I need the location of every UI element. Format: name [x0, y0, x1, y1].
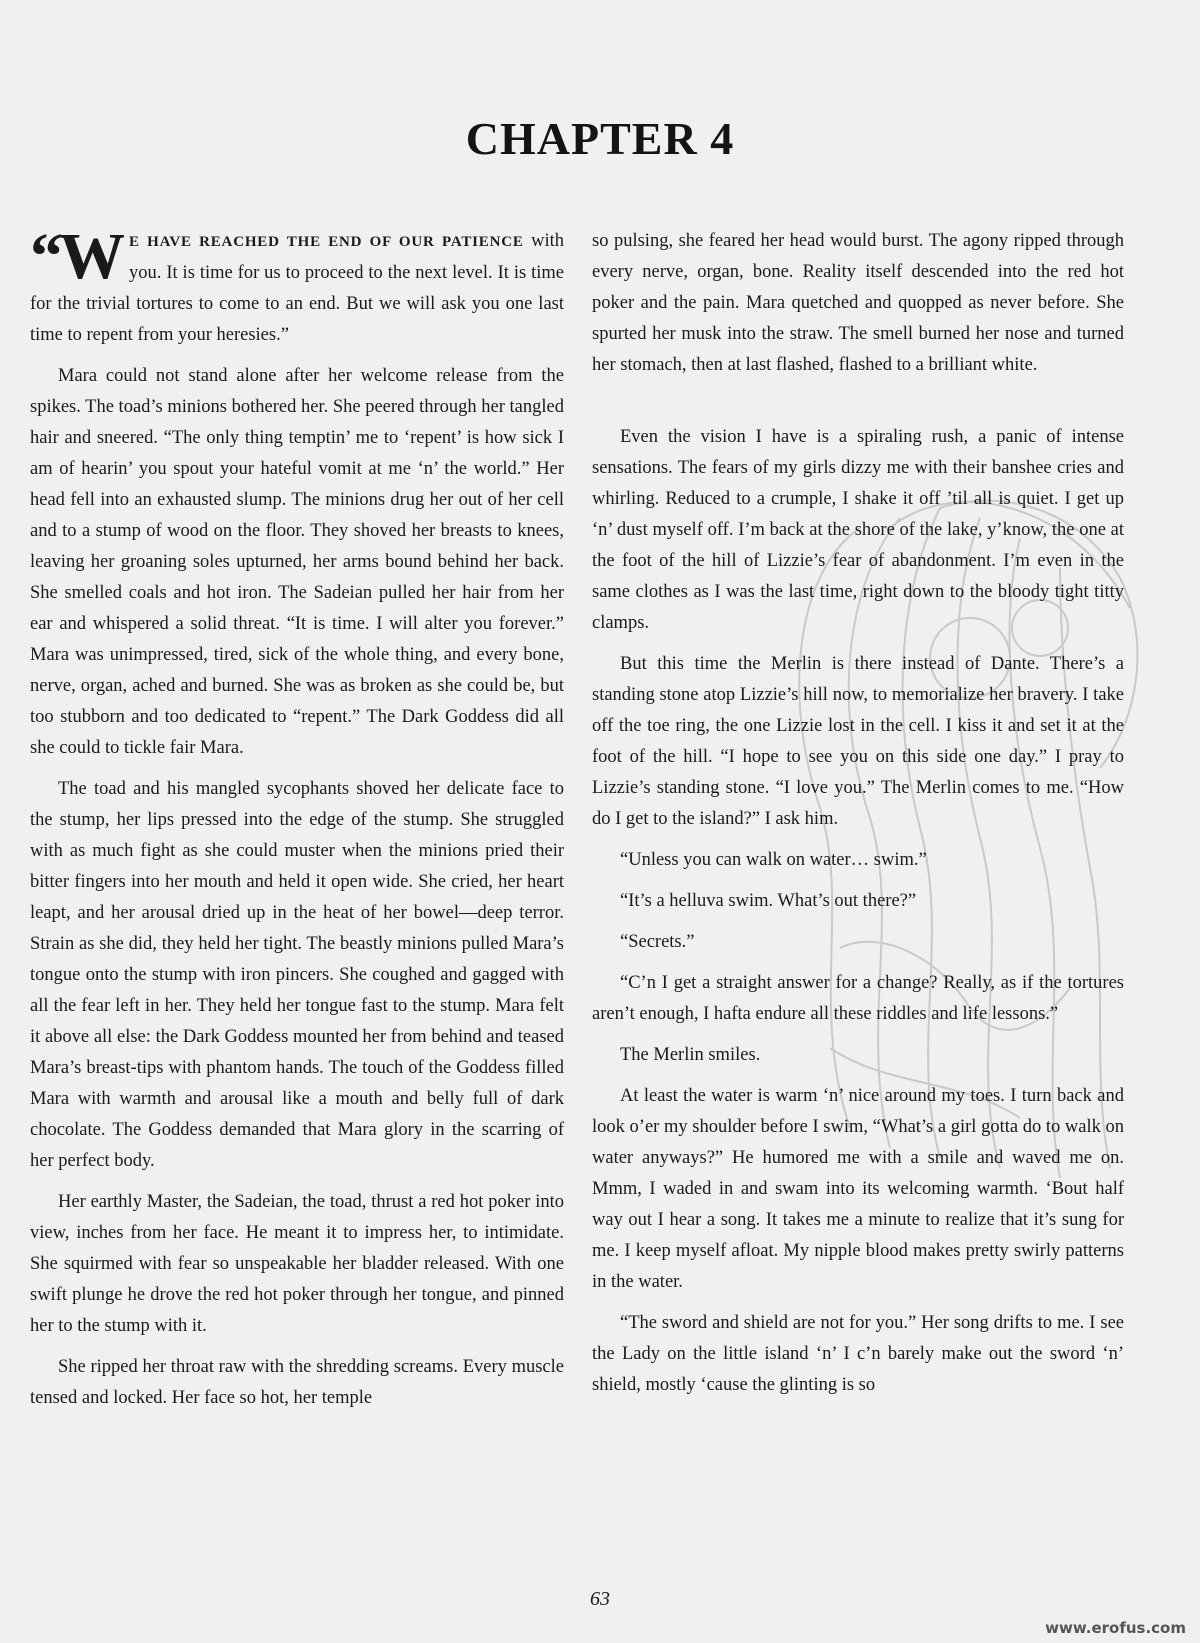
- opening-smallcaps: E HAVE REACHED THE END OF OUR PATIENCE: [129, 234, 524, 250]
- opening-paragraph: [30, 220, 564, 351]
- paragraph: “The sword and shield are not for you.” Her song drifts to me. I see the Lady on the little island ‘n’ I c’n barely make out the sword ‘n’ shield, mostly ‘cause the glinting is so: [592, 1313, 1124, 1395]
- watermark-text: www.erofus.com: [1045, 1619, 1186, 1637]
- chapter-title: CHAPTER 4: [465, 113, 735, 164]
- page-number: 63: [590, 1588, 610, 1610]
- paragraph: The toad and his mangled sycophants shoved her delicate face to the stump, her lips pressed into the edge of the stump. She struggled with as much fight as she could muster when the minions pried their bitter fingers into her mouth and held it open wide. She cried, her heart leapt, and her arousal dried up in the heat of her bowel—deep terror. Strain as she did, they held her tight. The beastly minions pulled Mara’s tongue onto the stump with iron pincers. She coughed and gagged with all the fear left in her. They held her tongue fast to the stump. Mara felt it above all else: the Dark Goddess mounted her from behind and teased Mara’s breast-tips with phantom hands. The touch of the Goddess filled Mara with warmth and arousal like a mouth and belly full of dark chocolate. The Goddess demanded that Mara glory in the scarring of her perfect body.: [30, 779, 564, 1171]
- opening-text: with you. It is time for us to proceed to the next level. It is time for the trivial tortures to come to an end. But we will ask you one last time to repent from your heresies.”: [30, 231, 564, 345]
- drop-cap: “W: [30, 220, 121, 293]
- dialogue-line: “Secrets.”: [620, 932, 695, 952]
- continued-paragraph: so pulsing, she feared her head would burst. The agony ripped through every nerve, organ, bone. Reality itself descended into the red hot poker and the pain. Mara quetched and quopped as never before. She spurted her musk into the straw. The smell burned her nose and turned her stomach, then at last flashed, flashed to a brilliant white.: [592, 231, 1124, 375]
- right-column: [592, 226, 1124, 1411]
- dialogue-line: “Unless you can walk on water… swim.”: [620, 850, 927, 870]
- paragraph: She ripped her throat raw with the shredding screams. Every muscle tensed and locked. Her face so hot, her temple: [30, 1357, 564, 1408]
- paragraph: Mara could not stand alone after her welcome release from the spikes. The toad’s minions bothered her. She peered through her tangled hair and sneered. “The only thing temptin’ me to ‘repent’ is how sick I am of hearin’ you spout your hateful vomit at me ‘n’ the world.” Her head fell into an exhausted slump. The minions drug her out of her cell and to a stump of wood on the floor. They shoved her breasts to knees, leaving her groaning soles upturned, her arms bound behind her back. She smelled coals and hot iron. The Sadeian pulled her hair from her ear and whispered a solid threat. “It is time. I will alter you forever.” Mara was unimpressed, tired, sick of the whole thing, and every bone, nerve, organ, ached and burned. She was as broken as she could be, but too stubborn and too dedicated to “repent.” The Dark Goddess did all she could to tickle fair Mara.: [30, 366, 564, 758]
- paragraph: “C’n I get a straight answer for a change? Really, as if the tortures aren’t enough, I hafta endure all these riddles and life lessons.”: [592, 973, 1124, 1024]
- left-column: [30, 220, 564, 1424]
- paragraph: At least the water is warm ‘n’ nice around my toes. I turn back and look o’er my shoulder before I swim, “What’s a girl gotta do to walk on water anyways?” He humored me with a smile and waved me on. Mmm, I waded in and swam into its welcoming warmth. ‘Bout half way out I hear a song. It takes me a minute to realize that it’s sung for me. I keep myself afloat. My nipple blood makes pretty swirly patterns in the water.: [592, 1086, 1124, 1292]
- paragraph: Even the vision I have is a spiraling rush, a panic of intense sensations. The fears of my girls dizzy me with their banshee cries and whirling. Reduced to a crumple, I shake it off ’til all is quiet. I get up ‘n’ dust myself off. I’m back at the shore of the lake, y’know, the one at the foot of the hill of Lizzie’s fear of abandonment. I’m even in the same clothes as I was the last time, right down to the bloody tight titty clamps.: [592, 427, 1124, 633]
- paragraph: Her earthly Master, the Sadeian, the toad, thrust a red hot poker into view, inches from her face. He meant it to impress her, to intimidate. She squirmed with fear so unspeakable her bladder released. With one swift plunge he drove the red hot poker through her tongue, and pinned her to the stump with it.: [30, 1192, 564, 1336]
- paragraph: But this time the Merlin is there instead of Dante. There’s a standing stone atop Lizzie’s hill now, to memorialize her bravery. I take off the toe ring, the one Lizzie lost in the cell. I kiss it and set it at the foot of the hill. “I hope to see you on this side one day.” I pray to Lizzie’s standing stone. “I love you.” The Merlin comes to me. “How do I get to the island?” I ask him.: [592, 654, 1124, 829]
- dialogue-line: “It’s a helluva swim. What’s out there?”: [620, 891, 917, 911]
- paragraph: The Merlin smiles.: [620, 1045, 761, 1065]
